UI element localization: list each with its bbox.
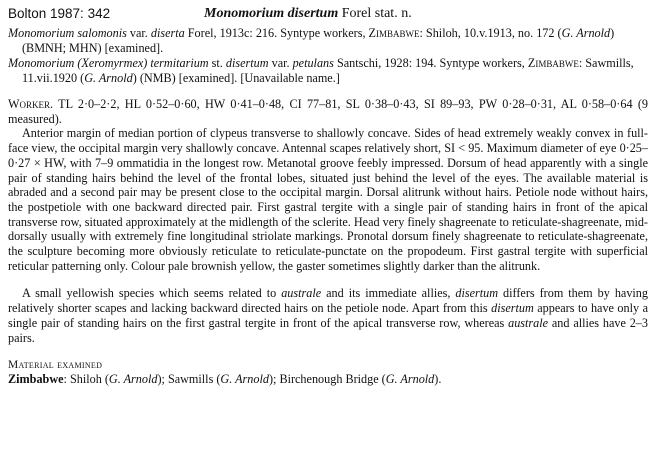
species-title xyxy=(204,6,412,22)
worker-measurements: Worker. TL 2·0–2·2, HL 0·52–0·60, HW 0·41–0·48, CI 77–81, SL 0·38–0·43, SI 89–93, PW 0·28–0·31, AL 0·58–0·64 (9 measured). xyxy=(8,97,648,126)
synonym-entry: Monomorium salomonis var. diserta Forel, 1913c: 216. Syntype workers, Zimbabwe: Shiloh, 10.v.1913, no. 172 (G. Arnold) (BMNH; MHN) [examined]. xyxy=(8,26,615,55)
species-author: Forel stat. n. xyxy=(341,6,412,21)
material-heading: Material examined xyxy=(8,359,103,372)
worker-label: Worker. xyxy=(8,97,54,111)
header xyxy=(8,6,648,26)
material-country: Zimbabwe xyxy=(8,372,64,387)
page-reference: Bolton 1987: 342 xyxy=(8,6,111,21)
material-list: Zimbabwe: Shiloh (G. Arnold); Sawmills (G. Arnold); Birchenough Bridge (G. Arnold). xyxy=(8,372,442,387)
remarks-paragraph: A small yellowish species which seems related to australe and its immediate allies, disertum differs from them by having relatively shorter scapes and lacking backward directed hairs on the petiole node. Apart from this disertum appears to have only a single pair of standing hairs on the first gastral tergite in front of the apical transverse row, whereas australe and allies have 2–3 pairs. xyxy=(8,286,648,345)
worker-description: Anterior margin of median portion of clypeus transverse to shallowly concave. Sides of head extremely weakly convex in full-face view, the occipital margin very shallowly concave. Antennal scapes relatively short, SI < 95. Maximum diameter of eye 0·25–0·27 × HW, with 7–9 ommatidia in the longest row. Metanotal groove feebly impressed. Dorsum of head apparently with a single pair of standing hairs behind the level of the frontal lobes, situated just behind the level of the eyes. The available material is abraded and a second pair may be present close to the occipital margin. Dorsal alitrunk without hairs. Petiole node without hairs, the postpetiole with one backward directed pair. First gastral tergite with a single pair of standing hairs in front of the apical transverse row, situated approximately at the midlength of the sclerite. Head very finely shagreenate to reticulate-shagreenate, mid-dorsally usually with extremely fine longitudinal striolate markings. Pronotal dorsum finely shagreenate to reticulate-shagreenate, the sculpture becoming more obviously reticulate to reticulate-punctate on the propodeum. First gastral tergite with superficial reticular patterning only. Colour pale brownish yellow, the gaster sometimes slightly darker than the alitrunk. xyxy=(8,126,648,273)
synonym-entry: Monomorium (Xeromyrmex) termitarium st. disertum var. petulans Santschi, 1928: 194. Syntype workers, Zimbabwe: Sawmills, 11.vii.1920 (G. Arnold) (NMB) [examined]. [Unavailable name.] xyxy=(8,56,634,85)
document-page xyxy=(8,6,648,387)
species-name: Monomorium disertum xyxy=(204,6,339,21)
